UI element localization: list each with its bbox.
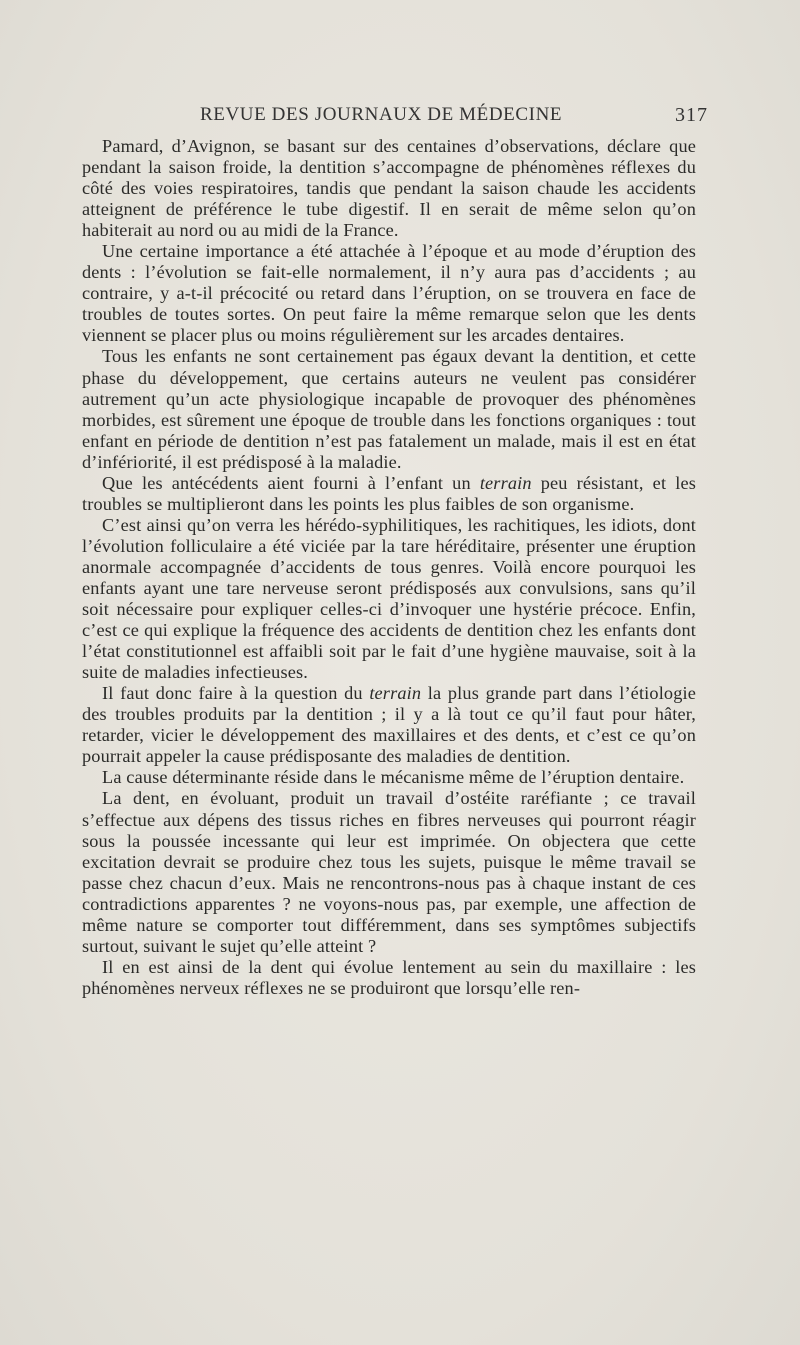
running-head-title: REVUE DES JOURNAUX DE MÉDECINE	[200, 104, 563, 125]
page-number: 317	[675, 104, 708, 126]
paragraph-pamard: Pamard, d’Avignon, se basant sur des centaines d’observations, déclare que pendant la saison froide, la dentition s’accompagne de phénomènes réflexes du côté des voies respiratoires, tandis que pendant la saison chaude les accidents atteignent de préférence le tube digestif. Il en serait de même selon qu’on habiterait au nord ou au midi de la France.	[82, 136, 696, 241]
paragraph-terrain-antecedents: Que les antécédents aient fourni à l’enfant un terrain peu résistant, et les troubles se multiplieront dans les points les plus faibles de son organisme.	[82, 472, 696, 514]
running-head	[82, 104, 714, 130]
emphasis-terrain: terrain	[369, 683, 422, 704]
paragraph-eruption-timing: Une certaine importance a été attachée à l’époque et au mode d’éruption des dents : l’évolution se fait-elle normalement, il n’y aura pas d’accidents ; au contraire, y a-t-il précocité ou retard dans l’éruption, on se trouvera en face de troubles de toutes sortes. On peut faire la même remarque selon que les dents viennent se placer plus ou moins régulièrement sur les arcades dentaires.	[82, 241, 696, 346]
paragraph-slow-evolution: Il en est ainsi de la dent qui évolue lentement au sein du maxillaire : les phénomènes nerveux réflexes ne se produiront que lorsqu’elle ren-	[82, 956, 696, 998]
paragraph-predisposing-cause: Il faut donc faire à la question du terrain la plus grande part dans l’étiologie des troubles produits par la dentition ; il y a là tout ce qu’il faut pour hâter, retarder, vicier le développement des maxillaires et des dents, et c’est ce qu’on pourrait appeler la cause prédisposante des maladies de dentition.	[82, 683, 696, 767]
paragraph-osteitis: La dent, en évoluant, produit un travail d’ostéite raréfiante ; ce travail s’effectue aux dépens des tissus riches en fibres nerveuses qui pourront réagir sous la poussée incessante qui leur est imprimée. On objectera que cette excitation devrait se produire chez tous les sujets, puisque le même travail se passe chez chacun d’eux. Mais ne rencontrons-nous pas à chaque instant de ces contradictions apparentes ? ne voyons-nous pas, par exemple, une affection de même nature se comporter tout différemment, dans ses symptômes subjectifs surtout, suivant le sujet qu’elle atteint ?	[82, 788, 696, 956]
paragraph-children-inequality: Tous les enfants ne sont certainement pas égaux devant la dentition, et cette phase du développement, que certains auteurs ne veulent pas considérer autrement qu’un acte physiologique incapable de provoquer des phénomènes morbides, est sûrement une époque de trouble dans les fonctions organiques : tout enfant en période de dentition n’est pas fatalement un malade, mais il est en état d’infériorité, il est prédisposé à la maladie.	[82, 346, 696, 472]
body-text	[82, 136, 696, 999]
paragraph-hereditary-cases: C’est ainsi qu’on verra les hérédo-syphilitiques, les rachitiques, les idiots, dont l’évolution folliculaire a été viciée par la tare héréditaire, présenter une éruption anormale accompagnée d’accidents de tous genres. Voilà encore pourquoi les enfants ayant une tare nerveuse seront prédisposés aux convulsions, sans qu’il soit nécessaire pour expliquer celles-ci d’invoquer une hystérie précoce. Enfin, c’est ce qui explique la fréquence des accidents de dentition chez les enfants dont l’état constitutionnel est affaibli soit par le fait d’une hygiène mauvaise, soit à la suite de maladies infectieuses.	[82, 514, 696, 683]
emphasis-terrain: terrain	[479, 472, 532, 493]
paragraph-determining-cause: La cause déterminante réside dans le mécanisme même de l’éruption dentaire.	[102, 767, 685, 788]
